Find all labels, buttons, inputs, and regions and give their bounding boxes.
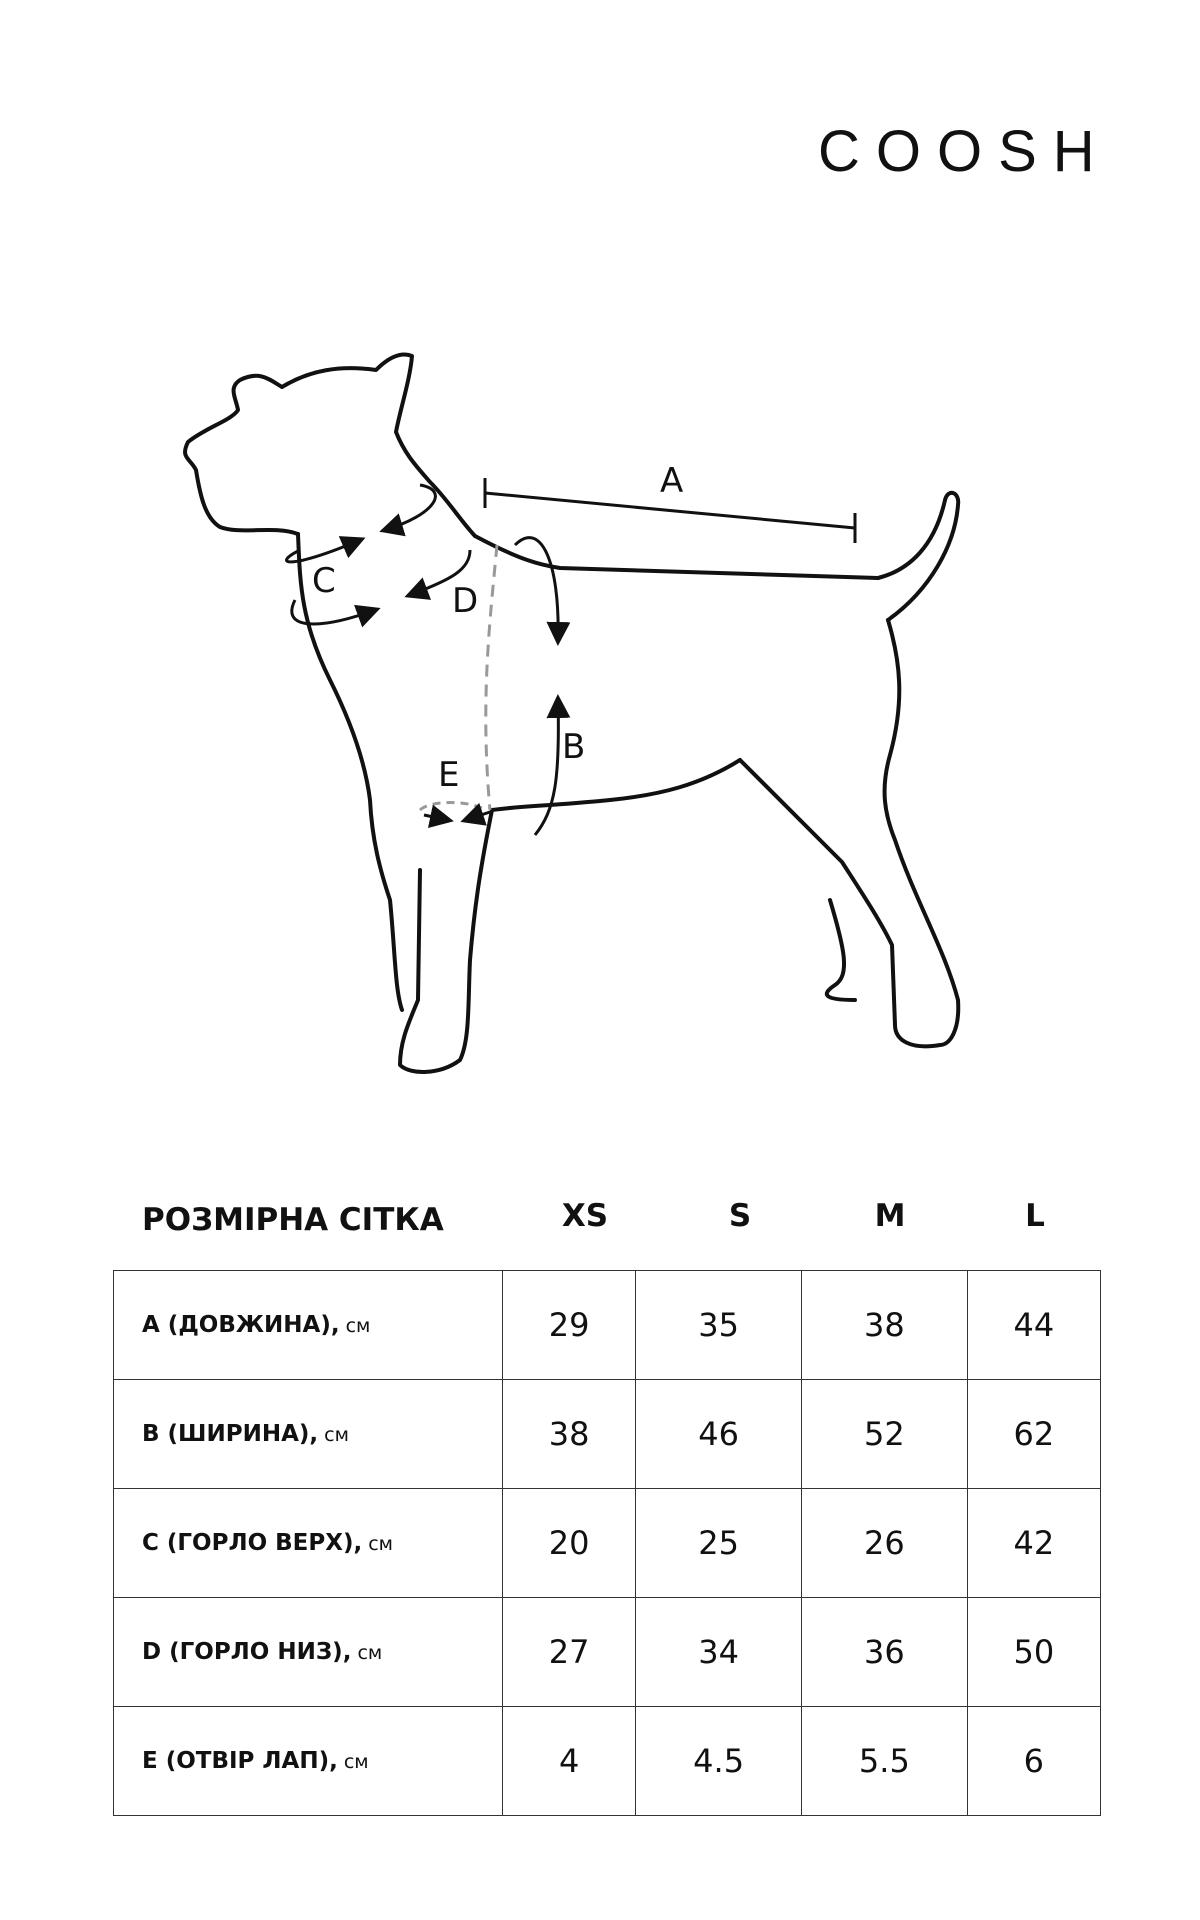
label-a: A (660, 461, 684, 501)
dog-outline-tail (878, 493, 958, 620)
row-label: C (ГОРЛО ВЕРХ), см (114, 1489, 503, 1598)
table-cell: 46 (636, 1380, 802, 1489)
table-cell: 62 (967, 1380, 1100, 1489)
table-cell: 38 (801, 1271, 967, 1380)
size-header-l: L (1025, 1198, 1045, 1234)
table-cell: 27 (503, 1598, 636, 1707)
table-row (114, 1707, 1101, 1816)
table-cell: 29 (503, 1271, 636, 1380)
table-row (114, 1380, 1101, 1489)
dog-outline-far-leg (827, 900, 855, 1000)
table-cell: 42 (967, 1489, 1100, 1598)
table-cell: 36 (801, 1598, 967, 1707)
row-label: E (ОТВІР ЛАП), см (114, 1707, 503, 1816)
dog-outline-rear (740, 620, 958, 1046)
label-d: D (452, 581, 479, 621)
label-e: E (438, 755, 460, 795)
size-header-xs: XS (561, 1198, 609, 1234)
table-cell: 35 (636, 1271, 802, 1380)
size-header-s: S (728, 1198, 752, 1234)
dog-outline-belly (492, 760, 740, 810)
label-b: B (562, 727, 586, 767)
size-header-m: M (874, 1198, 906, 1234)
size-table-title: РОЗМІРНА СІТКА (142, 1202, 444, 1238)
table-row (114, 1598, 1101, 1707)
size-table (113, 1270, 1101, 1816)
table-cell: 26 (801, 1489, 967, 1598)
row-label: D (ГОРЛО НИЗ), см (114, 1598, 503, 1707)
dog-outline-head (185, 355, 475, 536)
table-row (114, 1271, 1101, 1380)
table-cell: 38 (503, 1380, 636, 1489)
label-c: C (312, 561, 336, 601)
table-cell: 25 (636, 1489, 802, 1598)
table-cell: 5.5 (801, 1707, 967, 1816)
table-cell: 4 (503, 1707, 636, 1816)
table-cell: 52 (801, 1380, 967, 1489)
brand-logo: COOSH (818, 119, 1111, 184)
row-label: A (ДОВЖИНА), см (114, 1271, 503, 1380)
row-label: B (ШИРИНА), см (114, 1380, 503, 1489)
size-table-header (0, 1198, 1200, 1248)
table-cell: 44 (967, 1271, 1100, 1380)
table-cell: 50 (967, 1598, 1100, 1707)
dog-outline-chest (298, 534, 402, 1010)
table-cell: 34 (636, 1598, 802, 1707)
table-row (114, 1489, 1101, 1598)
table-cell: 6 (967, 1707, 1100, 1816)
table-cell: 4.5 (636, 1707, 802, 1816)
dog-outline-front-leg (400, 810, 492, 1072)
dog-outline-back (475, 536, 878, 578)
table-cell: 20 (503, 1489, 636, 1598)
